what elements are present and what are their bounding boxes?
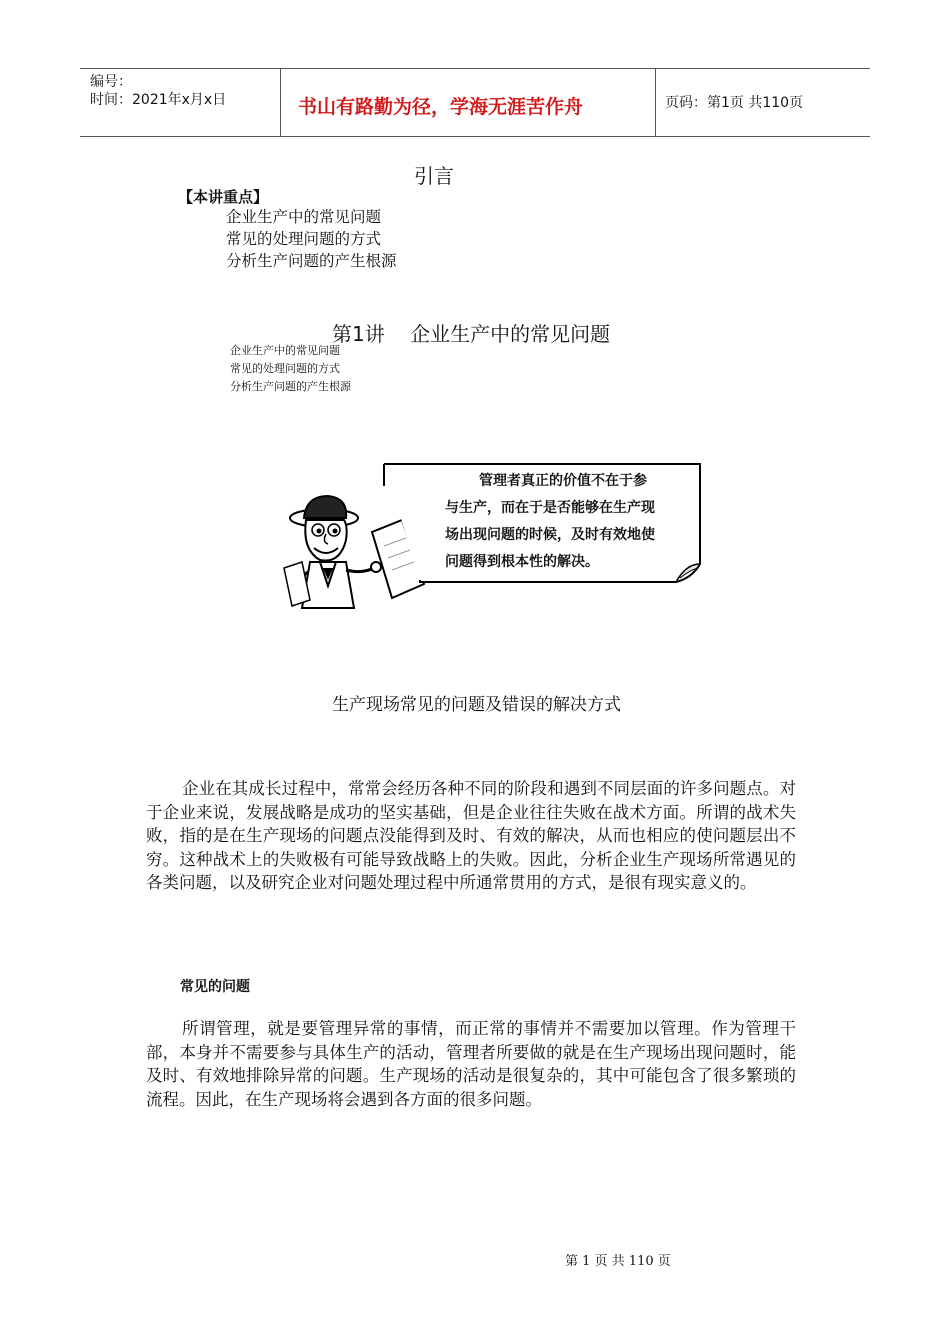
key-point-item: 分析生产问题的产生根源 [226, 252, 397, 270]
quote-line: 问题得到根本性的解决。 [445, 554, 599, 570]
lecture-title: 第1讲 企业生产中的常见问题 [332, 322, 611, 346]
lecture-item: 分析生产问题的产生根源 [230, 380, 351, 393]
key-point-item: 常见的处理问题的方式 [226, 230, 382, 248]
quote-line: 场出现问题的时候，及时有效地使 [445, 527, 655, 543]
subsection-title: 常见的问题 [180, 979, 250, 995]
header-page-info: 页码：第1页 共110页 [665, 95, 804, 111]
lecture-items-list [230, 342, 351, 396]
quote-line: 与生产，而在于是否能够在生产现 [445, 500, 655, 516]
intro-title: 引言 [414, 164, 454, 188]
section-title: 生产现场常见的问题及错误的解决方式 [332, 695, 621, 715]
manager-quote [445, 468, 655, 576]
lecture-item: 企业生产中的常见问题 [230, 344, 340, 357]
lecture-item: 常见的处理问题的方式 [230, 362, 340, 375]
key-point-item: 企业生产中的常见问题 [226, 208, 382, 226]
page-footer: 第 1 页 共 110 页 [565, 1254, 671, 1269]
header-divider-right [655, 68, 656, 136]
key-points-label: 【本讲重点】 [178, 188, 269, 206]
body-paragraph-2: 所谓管理，就是要管理异常的事情，而正常的事情并不需要加以管理。作为管理干部，本身并不需要参与具体生产的活动，管理者所要做的就是在生产现场出现问题时，能及时、有效地排除异常的问题。生产现场的活动是很复杂的，其中可能包含了很多繁琐的流程。因此，在生产现场将会遇到各方面的很多问题。 [146, 1019, 796, 1109]
header-motto: 书山有路勤为径，学海无涯苦作舟 [298, 96, 584, 118]
header-bottom-rule [80, 136, 870, 137]
doc-number-label: 编号： [90, 74, 132, 90]
key-points-list [226, 206, 397, 272]
header-divider-left [280, 68, 281, 136]
body-paragraph-1: 企业在其成长过程中，常常会经历各种不同的阶段和遇到不同层面的许多问题点。对于企业来说，发展战略是成功的坚实基础，但是企业往往失败在战术方面。所谓的战术失败，指的是在生产现场的问题点没能得到及时、有效的解决，从而也相应的使问题层出不穷。这种战术上的失败极有可能导致战略上的失败。因此，分析企业生产现场所常遇见的各类问题，以及研究企业对问题处理过程中所通常贯用的方式，是很有现实意义的。 [146, 779, 796, 892]
header-top-rule [80, 68, 870, 69]
quote-line: 管理者真正的价值不在于参 [479, 473, 647, 489]
date-label: 时间：2021年x月x日 [90, 92, 227, 108]
